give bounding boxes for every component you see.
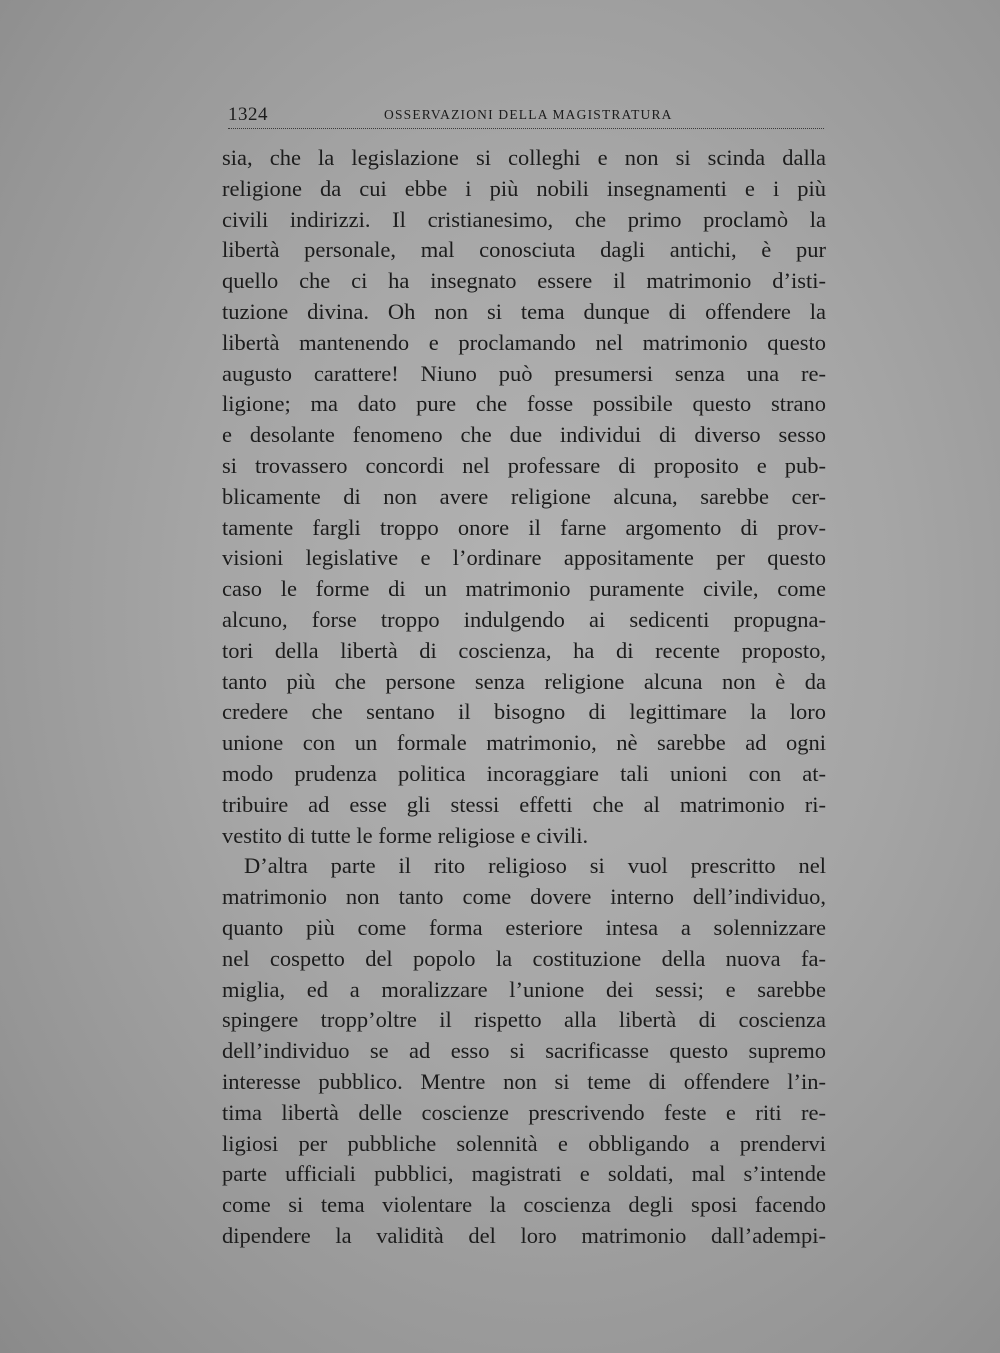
text-line: dipendere la validità del loro matrimonio dall’adempi- xyxy=(222,1222,826,1248)
text-line: spingere tropp’oltre il rispetto alla libertà di coscienza xyxy=(222,1007,826,1033)
text-line: parte ufficiali pubblici, magistrati e soldati, mal s’intende xyxy=(222,1161,826,1187)
text-line: tima libertà delle coscienze prescrivendo feste e riti re- xyxy=(222,1099,826,1125)
text-line: blicamente di non avere religione alcuna, sarebbe cer- xyxy=(222,483,826,509)
header-rule xyxy=(228,128,824,129)
text-line: augusto carattere! Niuno può presumersi senza una re- xyxy=(222,360,826,386)
text-line: vestito di tutte le forme religiose e civili. xyxy=(222,822,589,848)
text-line: modo prudenza politica incoraggiare tali unioni con at- xyxy=(222,760,826,786)
text-line: alcuno, forse troppo indulgendo ai sedicenti propugna- xyxy=(222,606,826,632)
text-line: libertà personale, mal conosciuta dagli antichi, è pur xyxy=(222,237,826,263)
page-number: 1324 xyxy=(228,104,268,125)
text-line: caso le forme di un matrimonio puramente civile, come xyxy=(222,576,826,602)
text-line: civili indirizzi. Il cristianesimo, che primo proclamò la xyxy=(222,206,826,232)
text-line: quanto più come forma esteriore intesa a solennizzare xyxy=(222,914,826,940)
text-line: quello che ci ha insegnato essere il matrimonio d’isti- xyxy=(222,268,826,294)
text-line: tanto più che persone senza religione alcuna non è da xyxy=(222,668,826,694)
text-line: unione con un formale matrimonio, nè sarebbe ad ogni xyxy=(222,730,826,756)
text-line: tribuire ad esse gli stessi effetti che al matrimonio ri- xyxy=(222,791,826,817)
text-line: libertà mantenendo e proclamando nel matrimonio questo xyxy=(222,329,826,355)
text-line: interesse pubblico. Mentre non si teme di offendere l’in- xyxy=(222,1068,826,1094)
text-line: ligione; ma dato pure che fosse possibile questo strano xyxy=(222,391,826,417)
text-line: ligiosi per pubbliche solennità e obbligando a prendervi xyxy=(222,1130,826,1156)
text-line: miglia, ed a moralizzare l’unione dei sessi; e sarebbe xyxy=(222,976,826,1002)
text-line: credere che sentano il bisogno di legittimare la loro xyxy=(222,699,826,725)
text-line: D’altra parte il rito religioso si vuol prescritto nel xyxy=(244,853,826,879)
text-line: si trovassero concordi nel professare di proposito e pub- xyxy=(222,452,826,478)
text-line: come si tema violentare la coscienza degli sposi facendo xyxy=(222,1192,826,1218)
text-line: e desolante fenomeno che due individui di diverso sesso xyxy=(222,422,826,448)
running-title: OSSERVAZIONI DELLA MAGISTRATURA xyxy=(384,107,673,122)
text-line: tuzione divina. Oh non si tema dunque di offendere la xyxy=(222,298,826,324)
text-line: religione da cui ebbe i più nobili insegnamenti e i più xyxy=(222,175,826,201)
text-line: dell’individuo se ad esso si sacrificasse questo supremo xyxy=(222,1038,826,1064)
body-text xyxy=(222,143,826,1252)
text-line: nel cospetto del popolo la costituzione della nuova fa- xyxy=(222,945,826,971)
text-line: tori della libertà di coscienza, ha di recente proposto, xyxy=(222,637,826,663)
running-head xyxy=(228,104,824,130)
text-line: sia, che la legislazione si colleghi e non si scinda dalla xyxy=(222,145,826,170)
text-line: visioni legislative e l’ordinare appositamente per questo xyxy=(222,545,826,571)
text-line: matrimonio non tanto come dovere interno dell’individuo, xyxy=(222,884,826,910)
text-line: tamente fargli troppo onore il farne argomento di prov- xyxy=(222,514,826,540)
